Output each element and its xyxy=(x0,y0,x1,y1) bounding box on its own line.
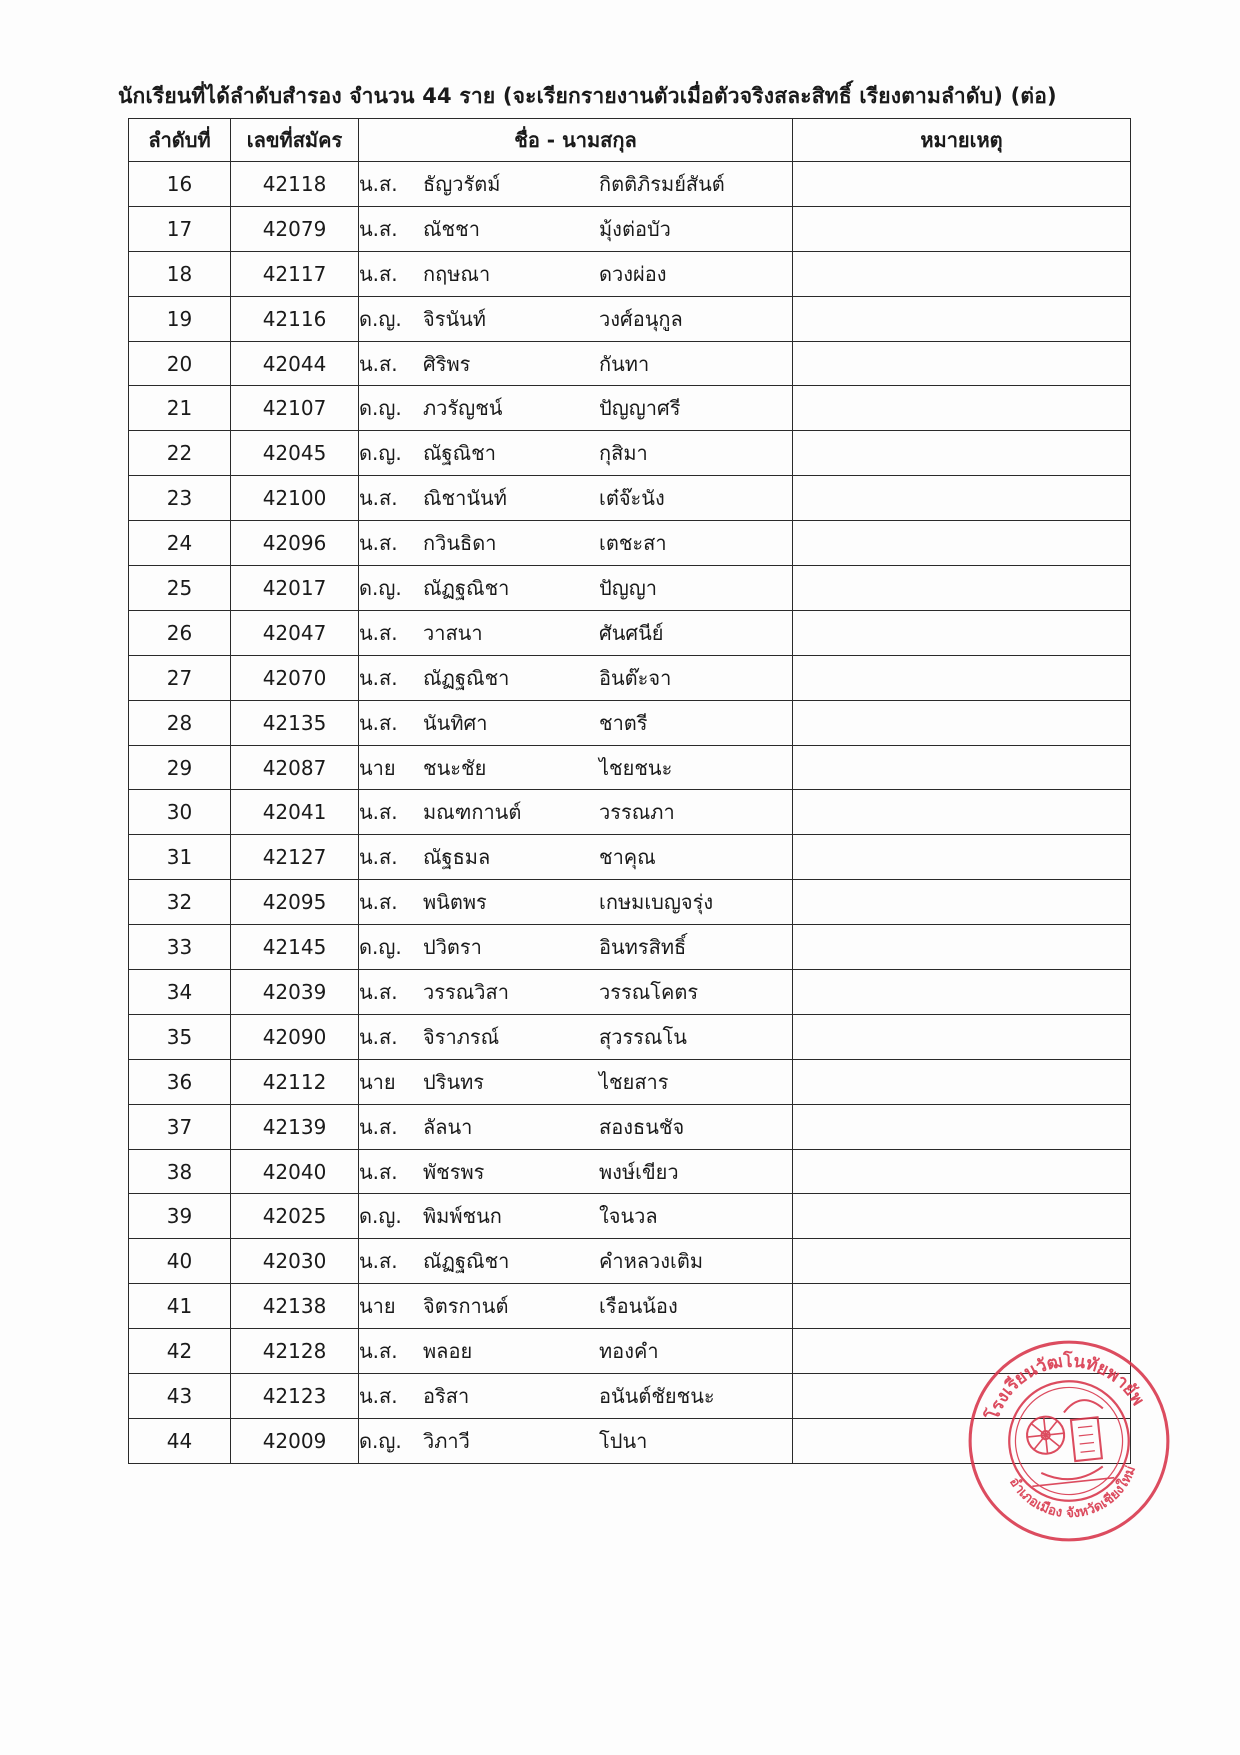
cell-full-name xyxy=(359,610,793,655)
last-name: ดวงผ่อง xyxy=(599,261,667,286)
cell-order: 34 xyxy=(129,970,231,1015)
cell-full-name xyxy=(359,431,793,476)
name-title: น.ส. xyxy=(359,1339,398,1364)
cell-full-name xyxy=(359,1014,793,1059)
column-header-application-number: เลขที่สมัคร xyxy=(231,119,359,162)
table-row xyxy=(129,925,1131,970)
last-name: ชาตรี xyxy=(599,710,648,735)
cell-order: 16 xyxy=(129,162,231,207)
last-name: สุวรรณโน xyxy=(599,1024,687,1049)
last-name: ทองคำ xyxy=(599,1339,659,1364)
cell-remarks xyxy=(793,880,1131,925)
first-name: ณัฏฐณิชา xyxy=(423,1249,510,1274)
column-header-order: ลำดับที่ xyxy=(129,119,231,162)
cell-full-name xyxy=(359,521,793,566)
cell-remarks xyxy=(793,610,1131,655)
last-name: คำหลวงเติม xyxy=(599,1249,704,1274)
reserve-student-table xyxy=(128,118,1131,1464)
first-name: ลัลนา xyxy=(423,1114,473,1139)
last-name: เต๋จ๊ะนัง xyxy=(599,486,665,511)
cell-order: 35 xyxy=(129,1014,231,1059)
name-title: น.ส. xyxy=(359,216,398,241)
first-name: กฤษณา xyxy=(423,261,491,286)
name-title: น.ส. xyxy=(359,171,398,196)
name-title: น.ส. xyxy=(359,800,398,825)
cell-remarks xyxy=(793,1149,1131,1194)
cell-application-number: 42116 xyxy=(231,296,359,341)
cell-full-name xyxy=(359,1418,793,1463)
table-row xyxy=(129,700,1131,745)
table-row xyxy=(129,970,1131,1015)
table-row xyxy=(129,1194,1131,1239)
cell-order: 22 xyxy=(129,431,231,476)
cell-application-number: 42095 xyxy=(231,880,359,925)
last-name: อินต๊ะจา xyxy=(599,665,672,690)
first-name: มณฑกานต์ xyxy=(423,800,522,825)
cell-application-number: 42107 xyxy=(231,386,359,431)
cell-full-name xyxy=(359,1374,793,1419)
table-row xyxy=(129,1284,1131,1329)
cell-remarks xyxy=(793,476,1131,521)
cell-application-number: 42138 xyxy=(231,1284,359,1329)
table-row xyxy=(129,1059,1131,1104)
first-name: พัชรพร xyxy=(423,1159,485,1184)
table-row xyxy=(129,296,1131,341)
name-title: นาย xyxy=(359,755,396,780)
cell-remarks xyxy=(793,1014,1131,1059)
last-name: วรรณโคตร xyxy=(599,979,699,1004)
cell-order: 27 xyxy=(129,655,231,700)
cell-full-name xyxy=(359,1284,793,1329)
cell-application-number: 42096 xyxy=(231,521,359,566)
last-name: ปัญญาศรี xyxy=(599,396,681,421)
first-name: ณิชานันท์ xyxy=(423,486,507,511)
cell-full-name xyxy=(359,700,793,745)
cell-application-number: 42139 xyxy=(231,1104,359,1149)
cell-full-name xyxy=(359,1059,793,1104)
name-title: นาย xyxy=(359,1069,396,1094)
cell-order: 21 xyxy=(129,386,231,431)
last-name: กันทา xyxy=(599,351,650,376)
cell-order: 32 xyxy=(129,880,231,925)
cell-application-number: 42128 xyxy=(231,1329,359,1374)
last-name: โปนา xyxy=(599,1428,648,1453)
last-name: ไชยสาร xyxy=(599,1069,669,1094)
last-name: กิตติภิรมย์สันต์ xyxy=(599,171,725,196)
cell-remarks xyxy=(793,1284,1131,1329)
cell-remarks xyxy=(793,790,1131,835)
name-title: น.ส. xyxy=(359,1249,398,1274)
cell-full-name xyxy=(359,206,793,251)
first-name: ปรินทร xyxy=(423,1069,485,1094)
table-row xyxy=(129,880,1131,925)
cell-full-name xyxy=(359,296,793,341)
name-title: น.ส. xyxy=(359,665,398,690)
table-row xyxy=(129,431,1131,476)
first-name: พิมพ์ชนก xyxy=(423,1204,502,1229)
name-title: น.ส. xyxy=(359,1383,398,1408)
table-header-row xyxy=(129,119,1131,162)
cell-application-number: 42112 xyxy=(231,1059,359,1104)
table-row xyxy=(129,206,1131,251)
cell-remarks xyxy=(793,1239,1131,1284)
table-row xyxy=(129,1239,1131,1284)
cell-application-number: 42044 xyxy=(231,341,359,386)
cell-full-name xyxy=(359,1329,793,1374)
table-row xyxy=(129,386,1131,431)
last-name: วรรณภา xyxy=(599,800,675,825)
cell-remarks xyxy=(793,162,1131,207)
name-title: ด.ญ. xyxy=(359,396,402,421)
table-row xyxy=(129,1014,1131,1059)
table-row xyxy=(129,835,1131,880)
table-row xyxy=(129,521,1131,566)
cell-order: 42 xyxy=(129,1329,231,1374)
cell-remarks xyxy=(793,925,1131,970)
first-name: ณัฐณิชา xyxy=(423,441,496,466)
last-name: เกษมเบญจรุ่ง xyxy=(599,890,714,915)
cell-application-number: 42009 xyxy=(231,1418,359,1463)
cell-full-name xyxy=(359,1239,793,1284)
last-name: มุ้งต่อบัว xyxy=(599,216,671,241)
cell-application-number: 42017 xyxy=(231,566,359,611)
name-title: น.ส. xyxy=(359,620,398,645)
first-name: ชนะชัย xyxy=(423,755,487,780)
cell-remarks xyxy=(793,655,1131,700)
table-row xyxy=(129,610,1131,655)
table-row xyxy=(129,790,1131,835)
cell-application-number: 42045 xyxy=(231,431,359,476)
name-title: ด.ญ. xyxy=(359,441,402,466)
table-row xyxy=(129,162,1131,207)
cell-full-name xyxy=(359,655,793,700)
cell-application-number: 42079 xyxy=(231,206,359,251)
cell-remarks xyxy=(793,521,1131,566)
table-row xyxy=(129,566,1131,611)
name-title: น.ส. xyxy=(359,261,398,286)
first-name: วรรณวิสา xyxy=(423,979,509,1004)
cell-order: 38 xyxy=(129,1149,231,1194)
first-name: จิตรกานต์ xyxy=(423,1294,509,1319)
cell-order: 33 xyxy=(129,925,231,970)
cell-application-number: 42040 xyxy=(231,1149,359,1194)
first-name: ณัฏฐณิชา xyxy=(423,665,510,690)
cell-full-name xyxy=(359,162,793,207)
last-name: ใจนวล xyxy=(599,1204,658,1229)
cell-order: 43 xyxy=(129,1374,231,1419)
cell-application-number: 42047 xyxy=(231,610,359,655)
first-name: กวินธิดา xyxy=(423,531,497,556)
cell-full-name xyxy=(359,251,793,296)
cell-order: 29 xyxy=(129,745,231,790)
cell-application-number: 42090 xyxy=(231,1014,359,1059)
last-name: เตชะสา xyxy=(599,531,667,556)
cell-application-number: 42117 xyxy=(231,251,359,296)
last-name: อนันต์ชัยชนะ xyxy=(599,1383,715,1408)
cell-order: 37 xyxy=(129,1104,231,1149)
cell-full-name xyxy=(359,880,793,925)
name-title: ด.ญ. xyxy=(359,935,402,960)
cell-order: 28 xyxy=(129,700,231,745)
cell-application-number: 42030 xyxy=(231,1239,359,1284)
first-name: ปวิตรา xyxy=(423,935,482,960)
cell-application-number: 42145 xyxy=(231,925,359,970)
cell-application-number: 42087 xyxy=(231,745,359,790)
first-name: พลอย xyxy=(423,1339,473,1364)
cell-full-name xyxy=(359,1104,793,1149)
cell-remarks xyxy=(793,835,1131,880)
name-title: น.ส. xyxy=(359,531,398,556)
name-title: น.ส. xyxy=(359,1114,398,1139)
name-title: นาย xyxy=(359,1294,396,1319)
table-row xyxy=(129,655,1131,700)
cell-application-number: 42070 xyxy=(231,655,359,700)
cell-order: 17 xyxy=(129,206,231,251)
name-title: น.ส. xyxy=(359,979,398,1004)
first-name: จิราภรณ์ xyxy=(423,1024,500,1049)
table-row xyxy=(129,1149,1131,1194)
last-name: เรือนน้อง xyxy=(599,1294,678,1319)
cell-full-name xyxy=(359,386,793,431)
cell-remarks xyxy=(793,296,1131,341)
cell-order: 39 xyxy=(129,1194,231,1239)
first-name: นันทิศา xyxy=(423,710,488,735)
document-heading: นักเรียนที่ได้ลำดับสำรอง จำนวน 44 ราย (จะเรียกรายงานตัวเมื่อตัวจริงสละสิทธิ์ เรียงตามลำดับ) (ต่อ) xyxy=(118,84,1057,108)
cell-full-name xyxy=(359,1194,793,1239)
last-name: ชาคุณ xyxy=(599,845,656,870)
first-name: ณัฏฐณิชา xyxy=(423,575,510,600)
last-name: กุสิมา xyxy=(599,441,648,466)
first-name: ภวรัญชน์ xyxy=(423,396,503,421)
cell-order: 18 xyxy=(129,251,231,296)
name-title: น.ส. xyxy=(359,890,398,915)
cell-remarks xyxy=(793,1059,1131,1104)
name-title: น.ส. xyxy=(359,351,398,376)
first-name: จิรนันท์ xyxy=(423,306,486,331)
cell-remarks xyxy=(793,970,1131,1015)
last-name: อินทรสิทธิ์ xyxy=(599,935,687,960)
last-name: วงศ์อนุกูล xyxy=(599,306,683,331)
svg-text:อำเภอเมือง จังหวัดเชียงใหม่ xyxy=(1005,1462,1144,1528)
cell-order: 31 xyxy=(129,835,231,880)
first-name: ศิริพร xyxy=(423,351,471,376)
cell-full-name xyxy=(359,835,793,880)
table-row xyxy=(129,1104,1131,1149)
cell-remarks xyxy=(793,206,1131,251)
cell-full-name xyxy=(359,790,793,835)
table-row xyxy=(129,476,1131,521)
name-title: น.ส. xyxy=(359,710,398,735)
first-name: พนิตพร xyxy=(423,890,487,915)
name-title: ด.ญ. xyxy=(359,1204,402,1229)
cell-application-number: 42025 xyxy=(231,1194,359,1239)
cell-remarks xyxy=(793,566,1131,611)
cell-remarks xyxy=(793,386,1131,431)
cell-full-name xyxy=(359,476,793,521)
cell-application-number: 42041 xyxy=(231,790,359,835)
cell-remarks xyxy=(793,1104,1131,1149)
cell-order: 44 xyxy=(129,1418,231,1463)
cell-order: 20 xyxy=(129,341,231,386)
first-name: วิภาวี xyxy=(423,1428,470,1453)
stamp-top-text: โรงเรียนวัฒโนทัยพายัพ xyxy=(983,1351,1148,1423)
table-row xyxy=(129,251,1131,296)
first-name: วาสนา xyxy=(423,620,483,645)
name-title: น.ส. xyxy=(359,486,398,511)
column-header-full-name: ชื่อ - นามสกุล xyxy=(359,119,793,162)
first-name: ณัชชา xyxy=(423,216,480,241)
cell-application-number: 42123 xyxy=(231,1374,359,1419)
table-row xyxy=(129,341,1131,386)
name-title: น.ส. xyxy=(359,1159,398,1184)
cell-order: 41 xyxy=(129,1284,231,1329)
name-title: ด.ญ. xyxy=(359,306,402,331)
cell-remarks xyxy=(793,1194,1131,1239)
cell-remarks xyxy=(793,431,1131,476)
first-name: ธัญวรัตม์ xyxy=(423,171,501,196)
cell-full-name xyxy=(359,1149,793,1194)
cell-application-number: 42100 xyxy=(231,476,359,521)
cell-application-number: 42127 xyxy=(231,835,359,880)
cell-full-name xyxy=(359,970,793,1015)
last-name: ไชยชนะ xyxy=(599,755,673,780)
table-row xyxy=(129,745,1131,790)
last-name: พงษ์เขียว xyxy=(599,1159,679,1184)
cell-order: 30 xyxy=(129,790,231,835)
cell-remarks xyxy=(793,251,1131,296)
cell-remarks xyxy=(793,700,1131,745)
cell-order: 19 xyxy=(129,296,231,341)
cell-order: 25 xyxy=(129,566,231,611)
cell-application-number: 42118 xyxy=(231,162,359,207)
cell-remarks xyxy=(793,341,1131,386)
column-header-remarks: หมายเหตุ xyxy=(793,119,1131,162)
name-title: ด.ญ. xyxy=(359,575,402,600)
first-name: ณัฐธมล xyxy=(423,845,491,870)
cell-remarks xyxy=(793,745,1131,790)
name-title: น.ส. xyxy=(359,1024,398,1049)
cell-full-name xyxy=(359,745,793,790)
cell-full-name xyxy=(359,341,793,386)
cell-application-number: 42039 xyxy=(231,970,359,1015)
cell-order: 40 xyxy=(129,1239,231,1284)
last-name: ศันศนีย์ xyxy=(599,620,664,645)
cell-order: 23 xyxy=(129,476,231,521)
cell-order: 26 xyxy=(129,610,231,655)
stamp-bottom-text: อำเภอเมือง จังหวัดเชียงใหม่ xyxy=(1006,1464,1140,1522)
cell-order: 36 xyxy=(129,1059,231,1104)
cell-full-name xyxy=(359,925,793,970)
table-body xyxy=(129,162,1131,1464)
name-title: น.ส. xyxy=(359,845,398,870)
school-seal-icon xyxy=(956,1328,1182,1554)
cell-full-name xyxy=(359,566,793,611)
last-name: สองธนชัจ xyxy=(599,1114,685,1139)
name-title: ด.ญ. xyxy=(359,1428,402,1453)
last-name: ปัญญา xyxy=(599,575,658,600)
first-name: อริสา xyxy=(423,1383,470,1408)
cell-order: 24 xyxy=(129,521,231,566)
cell-application-number: 42135 xyxy=(231,700,359,745)
